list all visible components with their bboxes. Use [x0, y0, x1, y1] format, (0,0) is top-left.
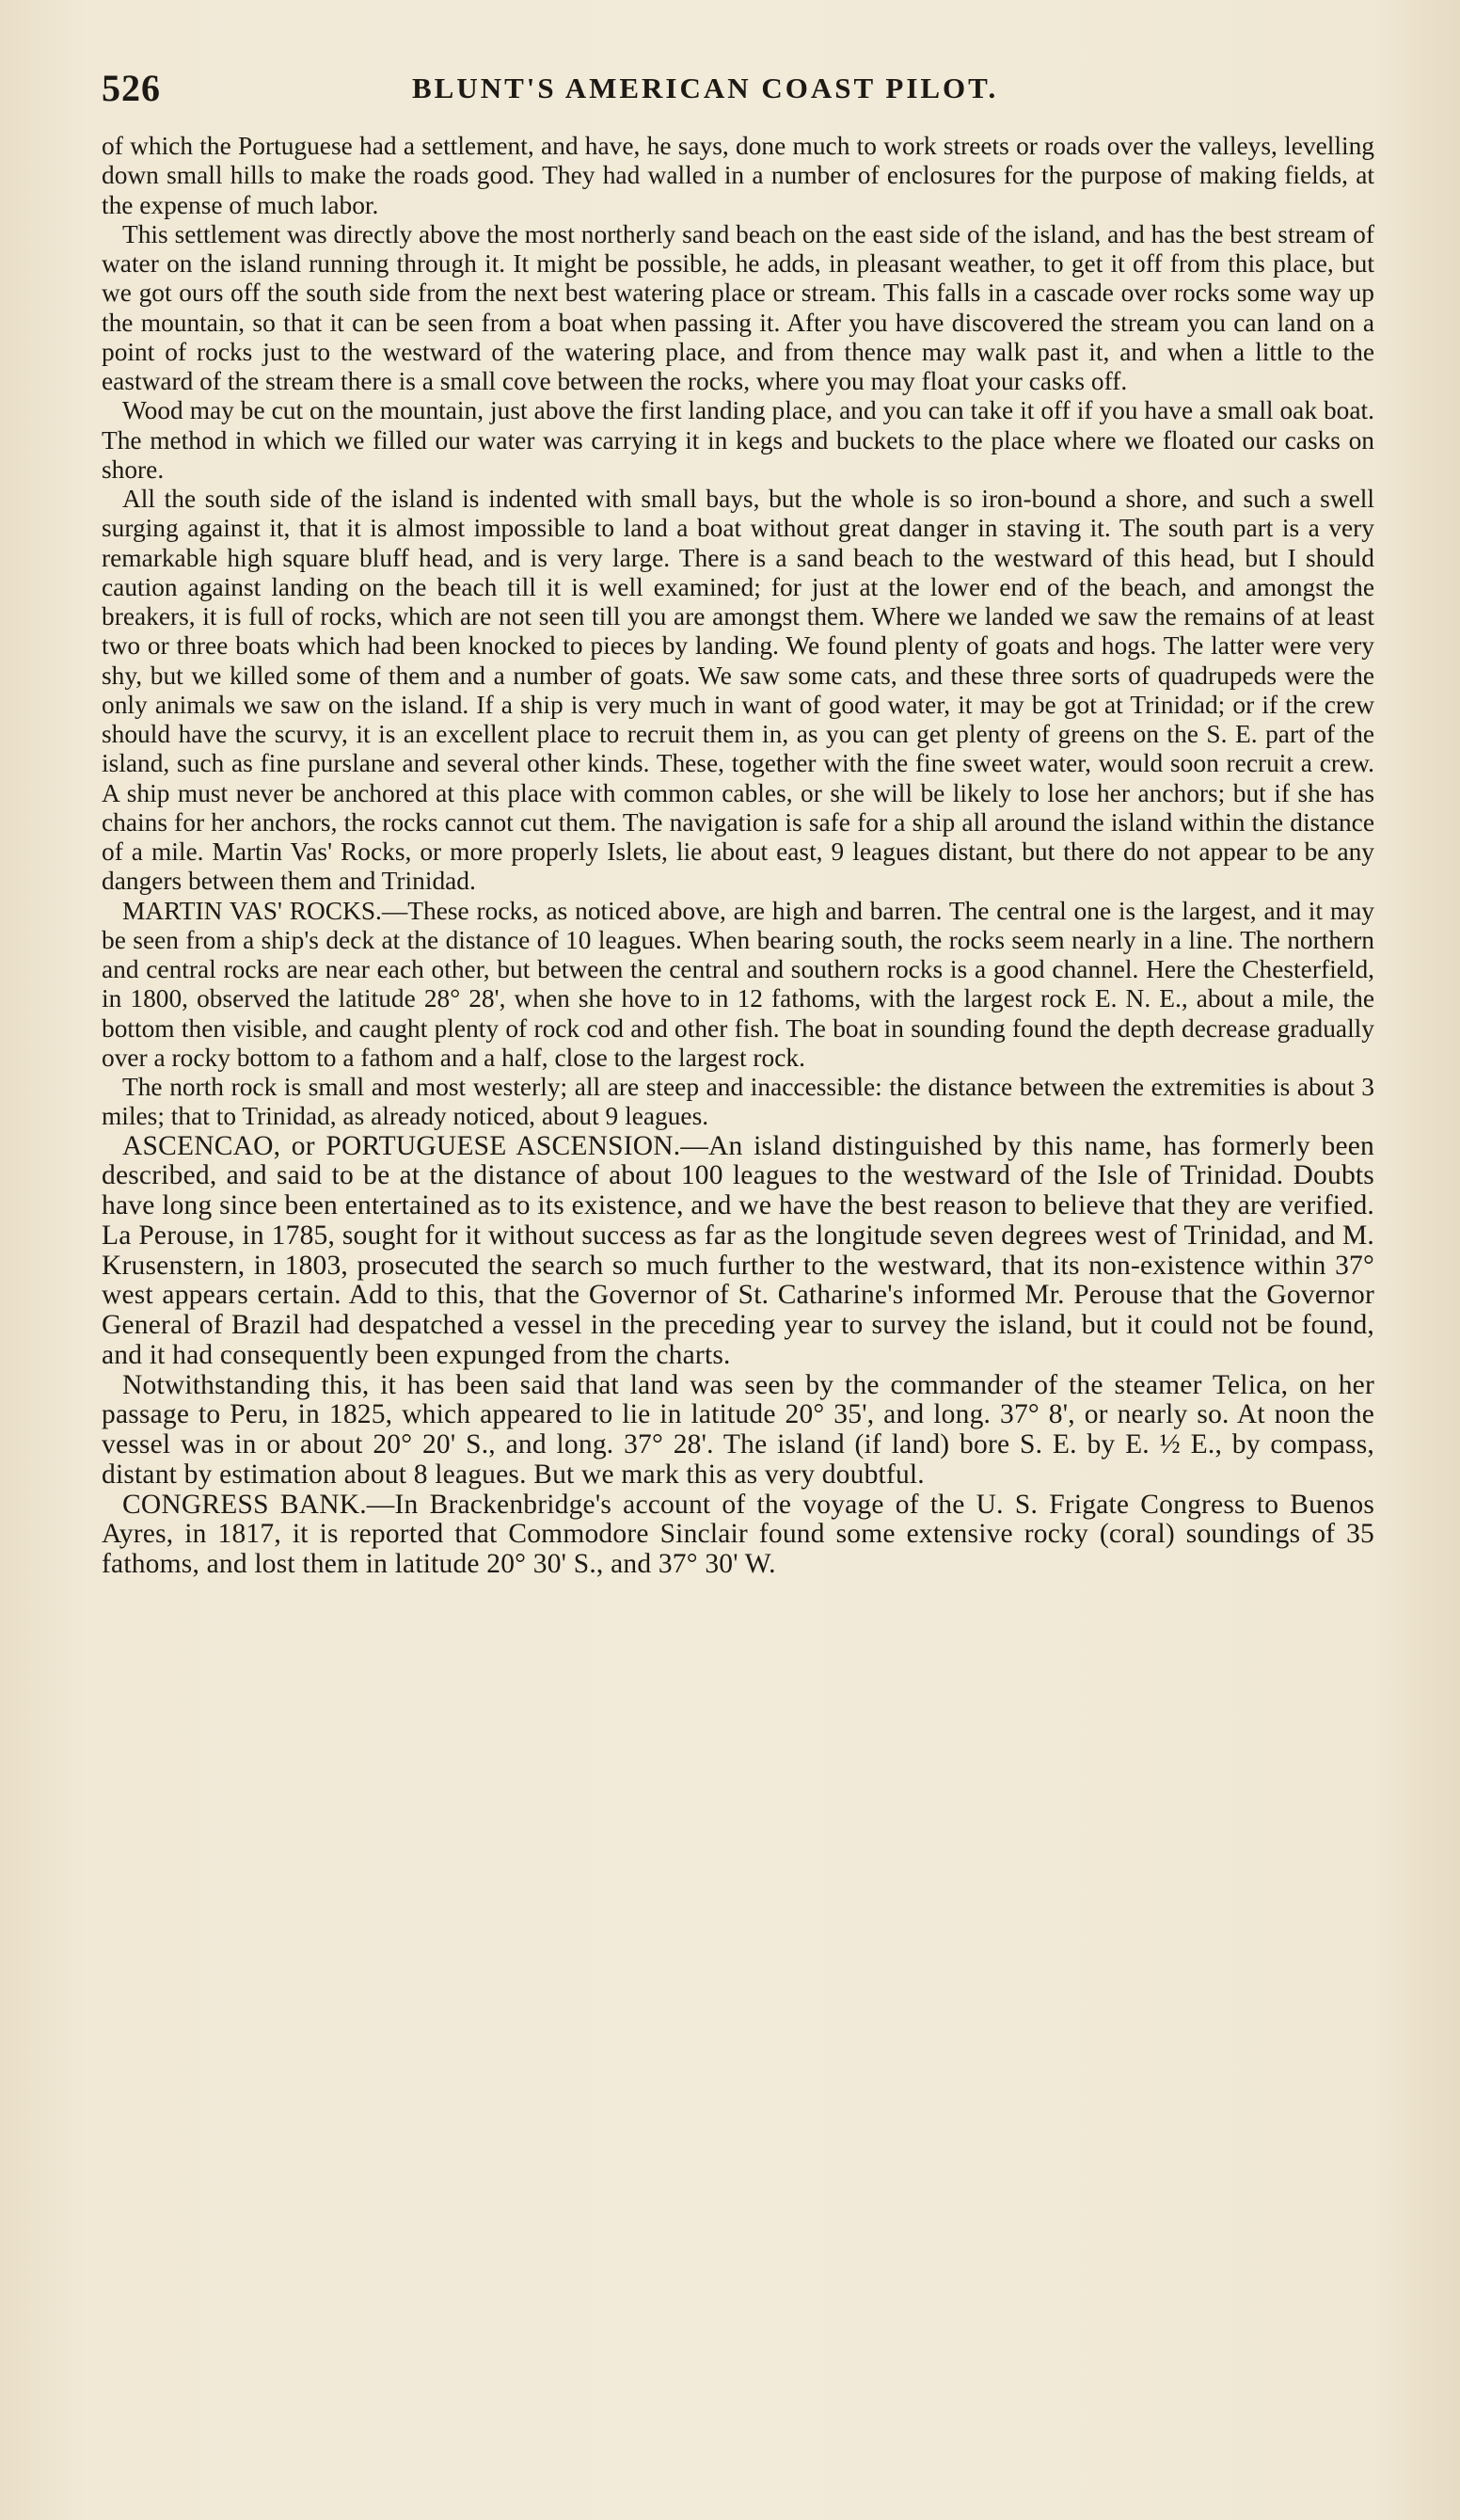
paragraph-ascencao: ASCENCAO, or PORTUGUESE ASCENSION.—An island distinguished by this name, has formerly been described, and said to be at the distance of about 100 leagues to the westward of the Isle of Trinidad. Doubts have long since been entertained as to its existence, and we have the best reason to believe that they are verified. La Perouse, in 1785, sought for it without success as far as the longitude seven degrees west of Trinidad, and M. Krusenstern, in 1803, prosecuted the search so much further to the westward, that its non-existence within 37° west appears certain. Add to this, that the Governor of St. Catharine's informed Mr. Perouse that the Governor General of Brazil had despatched a vessel in the preceding year to survey the island, but it could not be found, and it had consequently been expunged from the charts.	[102, 1130, 1374, 1370]
body-text	[102, 132, 1374, 1580]
paragraph-congress-bank: CONGRESS BANK.—In Brackenbridge's account of the voyage of the U. S. Frigate Congress to Buenos Ayres, in 1817, it is reported that Commodore Sinclair found some extensive rocky (coral) soundings of 35 fathoms, and lost them in latitude 20° 30' S., and 37° 30' W.	[102, 1489, 1374, 1579]
paragraph-settlement-continued: of which the Portuguese had a settlement, and have, he says, done much to work streets or roads over the valleys, levelling down small hills to make the roads good. They had walled in a number of enclosures for the purpose of making fields, at the expense of much labor.	[102, 132, 1374, 219]
paragraph-south-side: All the south side of the island is indented with small bays, but the whole is so iron-bound a shore, and such a swell surging against it, that it is almost impossible to land a boat without great danger in staving it. The south part is a very remarkable high square bluff head, and is very large. There is a sand beach to the westward of this head, but I should caution against landing on the beach till it is well examined; for just at the lower end of the beach, and amongst the breakers, it is full of rocks, which are not seen till you are amongst them. Where we landed we saw the remains of at least two or three boats which had been knocked to pieces by landing. We found plenty of goats and hogs. The latter were very shy, but we killed some of them and a number of goats. We saw some cats, and these three sorts of quadrupeds were the only animals we saw on the island. If a ship is very much in want of good water, it may be got at Trinidad; or if the crew should have the scurvy, it is an excellent place to recruit them in, as you can get plenty of greens on the S. E. part of the island, such as fine purslane and several other kinds. These, together with the fine sweet water, would soon recruit a crew. A ship must never be anchored at this place with common cables, or she will be likely to lose her anchors; but if she has chains for her anchors, the rocks cannot cut them. The navigation is safe for a ship all around the island within the distance of a mile. Martin Vas' Rocks, or more properly Islets, lie about east, 9 leagues distant, but there do not appear to be any dangers between them and Trinidad.	[102, 485, 1374, 896]
paragraph-martin-vas-rocks: MARTIN VAS' ROCKS.—These rocks, as noticed above, are high and barren. The central one is the largest, and it may be seen from a ship's deck at the distance of 10 leagues. When bearing south, the rocks seem nearly in a line. The northern and central rocks are near each other, but between the central and southern rocks is a good channel. Here the Chesterfield, in 1800, observed the latitude 28° 28', when she hove to in 12 fathoms, with the largest rock E. N. E., about a mile, the bottom then visible, and caught plenty of rock cod and other fish. The boat in sounding found the depth decrease gradually over a rocky bottom to a fathom and a half, close to the largest rock.	[102, 896, 1374, 1072]
paragraph-wood: Wood may be cut on the mountain, just above the first landing place, and you can take it off if you have a small oak boat. The method in which we filled our water was carrying it in kegs and buckets to the place where we floated our casks on shore.	[102, 396, 1374, 484]
paragraph-north-rock: The north rock is small and most westerly; all are steep and inaccessible: the distance between the extremities is about 3 miles; that to Trinidad, as already noticed, about 9 leagues.	[102, 1073, 1374, 1131]
page-number: 526	[102, 67, 161, 109]
page-header	[102, 66, 1381, 122]
paragraph-watering-place: This settlement was directly above the most northerly sand beach on the east side of the island, and has the best stream of water on the island running through it. It might be possible, he adds, in pleasant weather, to get it off from this place, but we got ours off the south side from the next best watering place or stream. This falls in a cascade over rocks some way up the mountain, so that it can be seen from a boat when passing it. After you have discovered the stream you can land on a point of rocks just to the westward of the watering place, and from thence may walk past it, and when a little to the eastward of the stream there is a small cove between the rocks, where you may float your casks off.	[102, 219, 1374, 395]
paragraph-notwithstanding: Notwithstanding this, it has been said that land was seen by the commander of the steamer Telica, on her passage to Peru, in 1825, which appeared to lie in latitude 20° 35', and long. 37° 8', or nearly so. At noon the vessel was in or about 20° 20' S., and long. 37° 28'. The island (if land) bore S. E. by E. ½ E., by compass, distant by estimation about 8 leagues. But we mark this as very doubtful.	[102, 1369, 1374, 1490]
running-title: BLUNT'S AMERICAN COAST PILOT.	[412, 72, 999, 104]
